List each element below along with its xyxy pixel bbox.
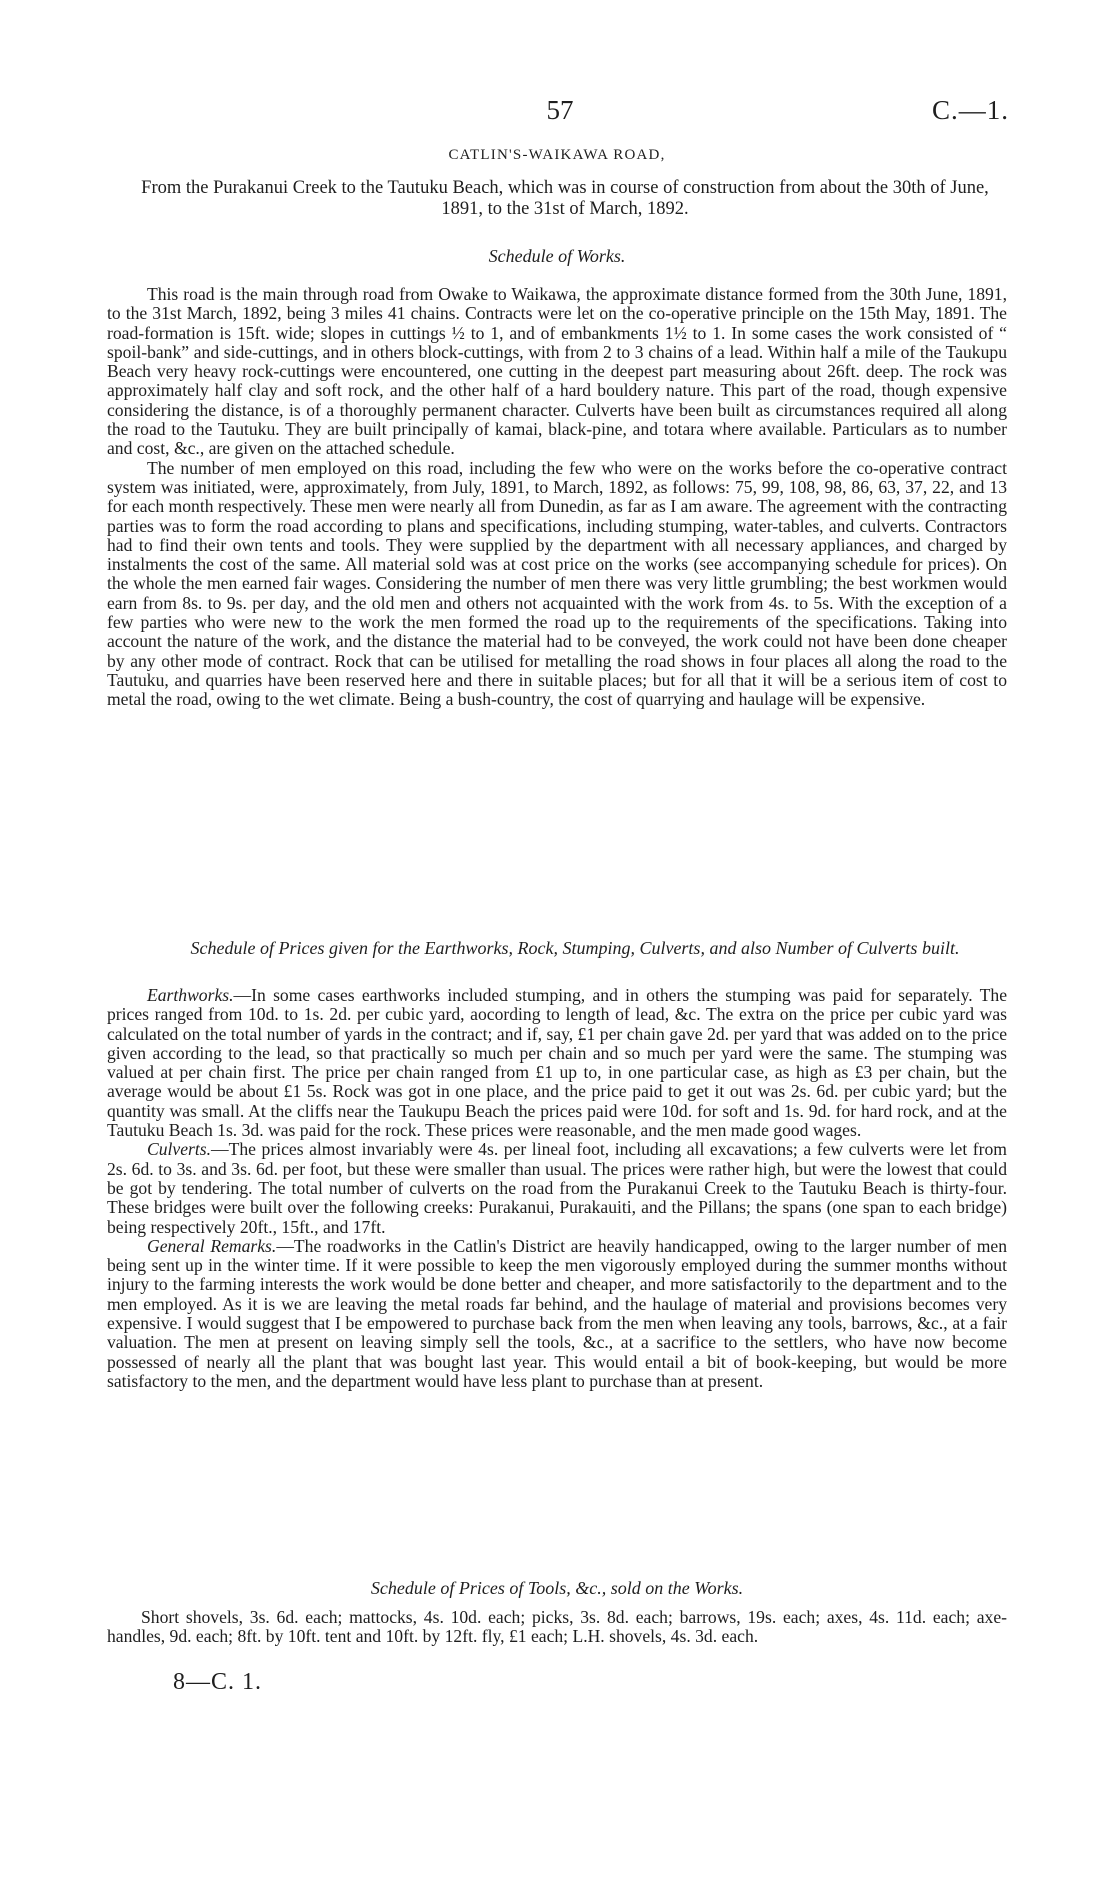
schedule-of-works-heading: Schedule of Works. [488,246,626,266]
schedule-of-prices-heading: Schedule of Prices given for the Earthworks, Rock, Stumping, Culverts, and also Number of Culverts built. [190,938,960,958]
schedule-of-prices-body [107,986,1007,1391]
works-paragraph-1: This road is the main through road from Owake to Waikawa, the approximate distance formed from the 30th June, 1891, to the 31st March, 1892, being 3 miles 41 chains. Contracts were let on the co-operative principle on the 15th May, 1891. The road-formation is 15ft. wide; slopes in cuttings ½ to 1, and of embankments 1½ to 1. In some cases the work consisted of “ spoil-bank” and side-cuttings, and in others block-cuttings, with from 2 to 3 chains of a lead. Within half a mile of the Taukupu Beach very heavy rock-cuttings were encountered, one cutting in the deepest part measuring about 26ft. deep. The rock was approximately half clay and soft rock, and the other half of a hard bouldery nature. This part of the road, though expensive considering the distance, is of a thoroughly permanent character. Culverts have been built as circumstances required all along the road to the Tautuku. They are built principally of kamai, black-pine, and totara where available. Particulars as to number and cost, &c., are given on the attached schedule. [107,284,1007,459]
schedule-of-tools-body [107,1608,1007,1647]
works-paragraph-2: The number of men employed on this road, including the few who were on the works before the co-operative contract system was initiated, were, approximately, from July, 1891, to March, 1892, as follows: 75, 99, 108, 98, 86, 63, 37, 22, and 13 for each month respectively. These men were nearly all from Dunedin, as far as I am aware. The agreement with the contracting parties was to form the road according to plans and specifications, including stumping, water-tables, and culverts. Contractors had to find their own tents and tools. They were supplied by the department with all necessary appliances, and charged by instalments the cost of the same. All material sold was at cost price on the works (see accompanying schedule for prices). On the whole the men earned fair wages. Considering the number of men there was very little grumbling; the best workmen would earn from 8s. to 9s. per day, and the old men and others not acquainted with the work from 4s. to 5s. With the exception of a few parties who were new to the work the men formed the road up to the requirements of the specifications. Taking into account the nature of the work, and the distance the material had to be conveyed, the work could not have been done cheaper by any other mode of contract. Rock that can be utilised for metalling the road shows in four places all along the road to the Tautuku, and quarries have been reserved here and there in suitable places; but for all that it will be a serious item of cost to metal the road, owing to the wet climate. Being a bush-country, the cost of quarrying and haulage will be expensive. [107,457,1008,710]
culverts-paragraph [107,1140,1007,1236]
culverts-label: Culverts. [147,1139,212,1160]
general-remarks-paragraph [107,1237,1007,1391]
page-number: 57 [546,95,574,125]
page-header [0,95,1114,129]
schedule-of-works-body [107,285,1007,710]
document-reference: C.—1. [931,95,1009,125]
general-remarks-label: General Remarks. [147,1235,277,1256]
general-remarks-text: —The roadworks in the Catlin's District are heavily handicapped, owing to the larger number of men being sent up in the winter time. If it were possible to keep the men vigorously employed during the summer months without injury to the farming interests the work would be done better and cheaper, and more satisfactorily to the department and to the men employed. As it is we are leaving the metal roads far behind, and the haulage of material and provisions becomes very expensive. I would suggest that I be empowered to purchase back from the men when leaving any tools, barrows, &c., at a fair valuation. The men at present on leaving simply sell the tools, &c., at a sacrifice to the settlers, who have now become possessed of nearly all the plant that was bought last year. This would entail a bit of book-keeping, but would be more satisfactory to the men, and the department would have less plant to purchase than at present. [107,1235,1007,1391]
section-subtitle: From the Purakanui Creek to the Tautuku Beach, which was in course of construction from about the 30th of June, 1891, to the 31st of March, 1892. [141,178,989,219]
schedule-of-tools-heading: Schedule of Prices of Tools, &c., sold on the Works. [370,1578,744,1598]
earthworks-paragraph [107,986,1007,1140]
section-title: CATLIN'S-WAIKAWA ROAD, [448,147,666,163]
culverts-text: —The prices almost invariably were 4s. per lineal foot, including all excavations; a few culverts were let from 2s. 6d. to 3s. and 3s. 6d. per foot, but these were smaller than usual. The prices were rather high, but were the lowest that could be got by tendering. The total number of culverts on the road from the Purakanui Creek to the Tautuku Beach is thirty-four. These bridges were built over the following creeks: Purakanui, Purakauiti, and the Pillans; the spans (one span to each bridge) being respectively 20ft., 15ft., and 17ft. [107,1139,1007,1237]
page-signature: 8—C. 1. [173,1669,263,1695]
earthworks-text: —In some cases earthworks included stumping, and in others the stumping was paid for separately. The prices ranged from 10d. to 1s. 2d. per cubic yard, aocording to length of lead, &c. The extra on the price per cubic yard was calculated on the total number of yards in the contract; and if, say, £1 per chain gave 2d. per yard that was added on to the price given according to the lead, so that practically so much per chain and so much per yard were the same. The stumping was valued at per chain first. The price per chain ranged from £1 up to, in one particular case, as high as £3 per chain, but the average would be about £1 5s. Rock was got in one place, and the price paid to get it out was 2s. 6d. per cubic yard; but the quantity was small. At the cliffs near the Taukupu Beach the prices paid were 10d. for soft and 1s. 9d. for hard rock, and at the Tautuku Beach 1s. 3d. was paid for the rock. These prices were reasonable, and the men made good wages. [107,985,1007,1141]
tools-price-list: Short shovels, 3s. 6d. each; mattocks, 4s. 10d. each; picks, 3s. 8d. each; barrows, 19s. each; axes, 4s. 11d. each; axe-handles, 9d. each; 8ft. by 10ft. tent and 10ft. by 12ft. fly, £1 each; L.H. shovels, 4s. 3d. each. [107,1607,1007,1647]
earthworks-label: Earthworks. [147,985,234,1005]
